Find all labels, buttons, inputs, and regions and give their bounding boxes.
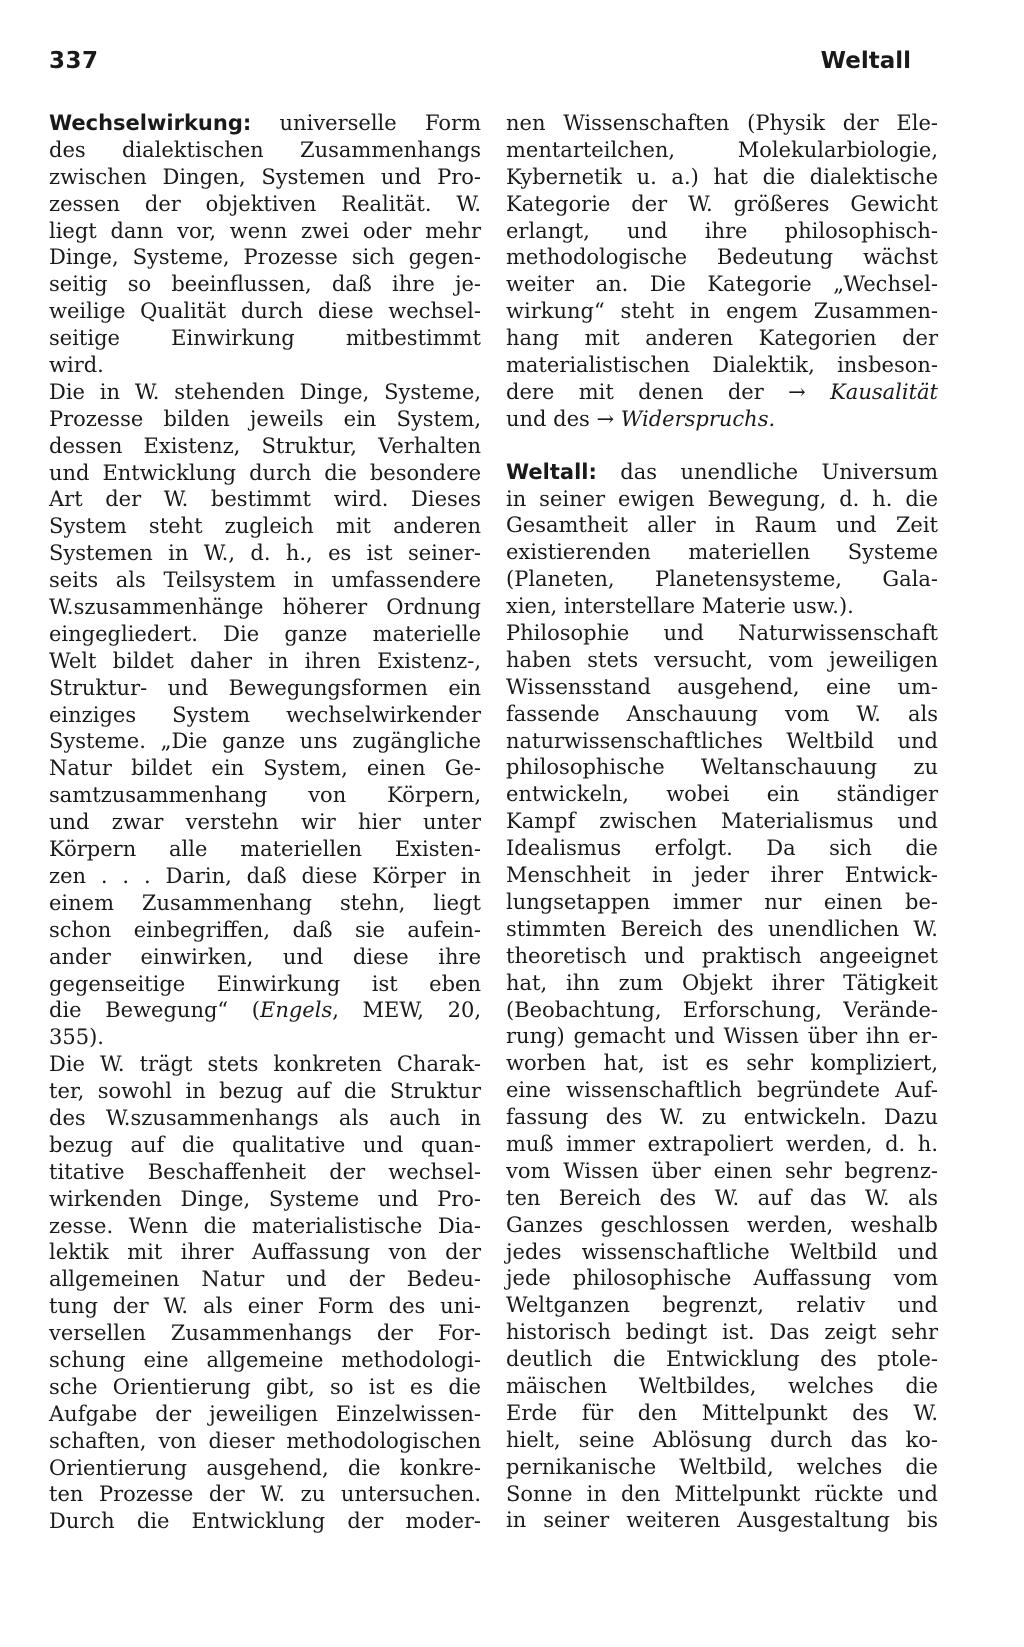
text-line: zwischen Dingen, Systemen und Pro- xyxy=(49,164,481,189)
text-line: Dinge, Systeme, Prozesse sich gegen- xyxy=(49,245,481,270)
text-line: Aufgabe der jeweiligen Einzelwissen- xyxy=(49,1401,481,1426)
text-line: ander einwirken, und diese ihre xyxy=(49,944,481,969)
text-line: eingegliedert. Die ganze materielle xyxy=(49,621,481,646)
text-line: Die W. trägt stets konkreten Charak- xyxy=(49,1052,481,1077)
entry-lemma-weltall: Weltall: xyxy=(506,459,597,484)
text-line: Kampf zwischen Materialismus und xyxy=(506,809,938,834)
text-line: und zwar verstehn wir hier unter xyxy=(49,810,481,835)
text-line: Gesamtheit aller in Raum und Zeit xyxy=(506,513,938,538)
text-line: fassung des W. zu entwickeln. Dazu xyxy=(506,1105,938,1130)
text-line: weiter an. Die Kategorie „Wechsel- xyxy=(506,272,938,297)
text-line: bezug auf die qualitative und quan- xyxy=(49,1132,481,1157)
text-line: Kategorie der W. größeres Gewicht xyxy=(506,191,938,216)
text-line: lektik mit ihrer Auffassung von der xyxy=(49,1240,481,1265)
text-line: Orientierung ausgehend, die konkre- xyxy=(49,1455,481,1480)
text-line: universelle Form xyxy=(251,111,481,135)
text-line: schung eine allgemeine methodologi- xyxy=(49,1347,481,1372)
text-line: schon einbegriffen, daß sie aufein- xyxy=(49,917,481,942)
text-line: existierenden materiellen Systeme xyxy=(506,540,938,565)
text-line: das unendliche Universum xyxy=(596,459,938,484)
text-fragment: dere mit denen der xyxy=(506,379,789,404)
text-line: des W.szusammenhangs als auch in xyxy=(49,1105,481,1130)
text-line: haben stets versucht, vom jeweiligen xyxy=(506,647,938,672)
text-line: (Beobachtung, Erforschung, Verände- xyxy=(506,997,938,1022)
text-line: xien, interstellare Materie usw.). xyxy=(506,594,854,619)
text-line: lungsetappen immer nur einen be- xyxy=(506,889,938,914)
text-line: zesse. Wenn die materialistische Dia- xyxy=(49,1213,481,1238)
text-line: Körpern alle materiellen Existen- xyxy=(49,837,481,862)
text-line: philosophische Weltanschauung zu xyxy=(506,755,938,780)
text-line: methodologische Bedeutung wächst xyxy=(506,245,938,270)
text-line: entwickeln, wobei ein ständiger xyxy=(506,782,938,807)
text-line: ten Prozesse der W. zu untersuchen. xyxy=(49,1482,481,1507)
text-line: hielt, seine Ablösung durch das ko- xyxy=(506,1427,938,1452)
text-line: Sonne in den Mittelpunkt rückte und xyxy=(506,1481,938,1506)
cross-reference-line xyxy=(506,406,938,433)
text-line: in seiner ewigen Bewegung, d. h. die xyxy=(506,486,938,511)
text-line: materialistischen Dialektik, insbeson- xyxy=(506,353,938,378)
text-line: dessen Existenz, Struktur, Verhalten xyxy=(49,433,481,458)
text-line: gegenseitige Einwirkung ist eben xyxy=(49,971,481,996)
text-line: wirkung“ steht in engem Zusammen- xyxy=(506,299,938,324)
text-line: vom Wissen über einen sehr begrenz- xyxy=(506,1158,938,1183)
running-head: Weltall xyxy=(820,48,911,74)
text-line: des dialektischen Zusammenhangs xyxy=(49,137,481,162)
text-line: Art der W. bestimmt wird. Dieses xyxy=(49,487,481,512)
page-number: 337 xyxy=(49,48,99,74)
text-line: Die in W. stehenden Dinge, Systeme, xyxy=(49,379,481,404)
text-line: Struktur- und Bewegungsformen ein xyxy=(49,675,481,700)
text-line: seits als Teilsystem in umfassendere xyxy=(49,568,481,593)
text-line: Welt bildet daher in ihren Existenz-, xyxy=(49,648,481,673)
text-line: Philosophie und Naturwissenschaft xyxy=(506,621,938,646)
text-line: rung) gemacht und Wissen über ihn er- xyxy=(506,1024,938,1049)
citation-text: die Bewegung“ ( xyxy=(49,998,260,1023)
text-line: schaften, von dieser methodologischen xyxy=(49,1428,481,1453)
text-line: erlangt, und ihre philosophisch- xyxy=(506,218,938,243)
cross-reference-kausalitaet[interactable]: Kausalität xyxy=(805,379,938,404)
text-line: Systemen in W., d. h., es ist seiner- xyxy=(49,541,481,566)
cross-reference-arrow-icon: → xyxy=(596,406,615,431)
right-column xyxy=(506,110,938,1534)
text-line: nen Wissenschaften (Physik der Ele- xyxy=(506,111,938,135)
entry-first-line xyxy=(49,110,481,137)
text-line: Idealismus erfolgt. Da sich die xyxy=(506,836,938,861)
text-line: jede philosophische Auffassung vom xyxy=(506,1266,938,1291)
text-line: zen . . . Darin, daß diese Körper in xyxy=(49,863,481,888)
text-line: naturwissenschaftliches Weltbild und xyxy=(506,728,938,753)
text-line: Durch die Entwicklung der moder- xyxy=(49,1509,481,1534)
entry-first-line xyxy=(506,459,938,486)
text-line: Kybernetik u. a.) hat die dialektische xyxy=(506,164,938,189)
text-line: fassende Anschauung vom W. als xyxy=(506,701,938,726)
text-line: Prozesse bilden jeweils ein System, xyxy=(49,406,481,431)
text-line: Natur bildet ein System, einen Ge- xyxy=(49,756,481,781)
text-line: titative Beschaffenheit der wechsel- xyxy=(49,1159,481,1184)
citation-author: Engels xyxy=(260,998,333,1023)
text-line: deutlich die Entwicklung des ptole- xyxy=(506,1347,938,1372)
cross-reference-arrow-icon: → xyxy=(788,379,806,404)
cross-reference-line xyxy=(506,379,938,406)
text-line: muß immer extrapoliert werden, d. h. xyxy=(506,1131,938,1156)
text-line: mentarteilchen, Molekularbiologie, xyxy=(506,137,938,162)
text-line: wirkenden Dinge, Systeme und Pro- xyxy=(49,1186,481,1211)
text-line: hang mit anderen Kategorien der xyxy=(506,326,938,351)
text-line: tung der W. als einer Form des uni- xyxy=(49,1294,481,1319)
text-line: historisch bedingt ist. Das zeigt sehr xyxy=(506,1320,938,1345)
cross-reference-widerspruch[interactable]: Widerspruchs. xyxy=(614,406,776,431)
text-fragment: und des xyxy=(506,406,597,431)
text-line: Menschheit in jeder ihrer Entwick- xyxy=(506,863,938,888)
text-line: 355). xyxy=(49,1025,104,1050)
text-line: weilige Qualität durch diese wechsel- xyxy=(49,299,481,324)
text-line: liegt dann vor, wenn zwei oder mehr xyxy=(49,218,481,243)
citation-line xyxy=(49,997,481,1024)
entry-lemma-wechselwirkung: Wechselwirkung: xyxy=(49,111,252,135)
text-line: seitig so beeinflussen, daß ihre je- xyxy=(49,272,481,297)
text-line: worben hat, ist es sehr kompliziert, xyxy=(506,1051,938,1076)
text-line: mäischen Weltbildes, welches die xyxy=(506,1373,938,1398)
text-line: ten Bereich des W. auf das W. als xyxy=(506,1185,938,1210)
text-line: seitige Einwirkung mitbestimmt xyxy=(49,326,481,351)
text-line: einem Zusammenhang stehn, liegt xyxy=(49,890,481,915)
text-line: pernikanische Weltbild, welches die xyxy=(506,1454,938,1479)
text-line: Wissensstand ausgehend, eine um- xyxy=(506,674,938,699)
text-line: versellen Zusammenhangs der For- xyxy=(49,1321,481,1346)
text-line: zessen der objektiven Realität. W. xyxy=(49,191,481,216)
text-line: Erde für den Mittelpunkt des W. xyxy=(506,1400,938,1425)
left-column xyxy=(49,110,481,1535)
text-line: stimmten Bereich des unendlichen W. xyxy=(506,916,938,941)
text-line: Ganzes geschlossen werden, weshalb xyxy=(506,1212,938,1237)
text-line: (Planeten, Planetensysteme, Gala- xyxy=(506,567,938,592)
text-line: W.szusammenhänge höherer Ordnung xyxy=(49,595,481,620)
text-line: allgemeinen Natur und der Bedeu- xyxy=(49,1267,481,1292)
citation-reference: , MEW, 20, xyxy=(332,998,481,1023)
text-line: eine wissenschaftlich begründete Auf- xyxy=(506,1078,938,1103)
text-line: System steht zugleich mit anderen xyxy=(49,514,481,539)
text-line: in seiner weiteren Ausgestaltung bis xyxy=(506,1508,938,1533)
entry-separator xyxy=(506,433,938,459)
text-line: Systeme. „Die ganze uns zugängliche xyxy=(49,729,481,754)
text-line: hat, ihn zum Objekt ihrer Tätigkeit xyxy=(506,970,938,995)
text-line: einziges System wechselwirkender xyxy=(49,702,481,727)
text-line: jedes wissenschaftliche Weltbild und xyxy=(506,1239,938,1264)
text-line: theoretisch und praktisch angeeignet xyxy=(506,943,938,968)
text-line: sche Orientierung gibt, so ist es die xyxy=(49,1374,481,1399)
text-line: samtzusammenhang von Körpern, xyxy=(49,783,481,808)
text-line: und Entwicklung durch die besondere xyxy=(49,460,481,485)
text-line: Weltganzen begrenzt, relativ und xyxy=(506,1293,938,1318)
text-line: ter, sowohl in bezug auf die Struktur xyxy=(49,1079,481,1104)
text-line: wird. xyxy=(49,353,104,378)
